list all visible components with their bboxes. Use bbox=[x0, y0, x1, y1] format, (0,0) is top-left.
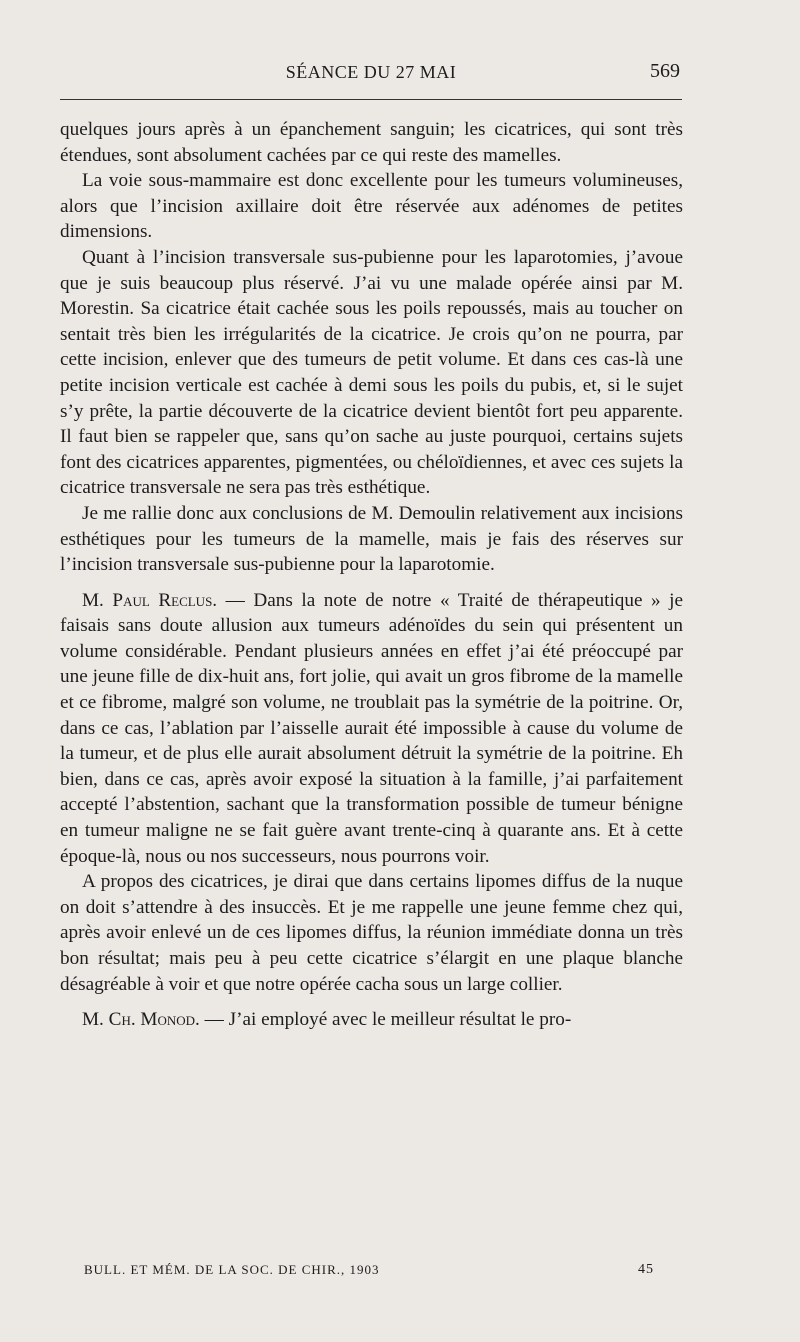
header-rule bbox=[60, 99, 682, 100]
reclus-paragraph-2: A propos des cicatrices, je dirai que dans certains lipomes diffus de la nuque on doit s’attendre à des insuccès. Et je me rappelle une jeune femme chez qui, après avoir enlevé un de ces lipomes diffus, la réunion immédiate donna un très bon résultat; mais peu à peu cette cicatrice s’élargit en une plaque blanche désagréable à voir et que notre opérée cacha sous un large collier. bbox=[60, 871, 683, 995]
paragraph-1: quelques jours après à un épanchement sanguin; les cicatrices, qui sont très étendues, sont absolument cachées par ce qui reste des mamelles. bbox=[60, 119, 683, 166]
body-text bbox=[60, 117, 683, 1033]
paragraph-4: Je me rallie donc aux conclusions de M. Demoulin relativement aux incisions esthétiques pour les tumeurs de la mamelle, mais je fais des réserves sur l’incision transversale sus-pubienne pour la laparotomie. bbox=[60, 502, 683, 576]
speaker-reclus: M. Paul Reclus. bbox=[82, 589, 218, 611]
header-title: SÉANCE DU 27 MAI bbox=[285, 62, 457, 82]
speaker-monod: M. Ch. Monod. bbox=[82, 1009, 200, 1031]
signature-mark: 45 bbox=[638, 1262, 654, 1277]
reclus-paragraph bbox=[60, 588, 683, 870]
footer-source: BULL. ET MÉM. DE LA SOC. DE CHIR., 1903 bbox=[84, 1262, 380, 1277]
paragraph-2: La voie sous-mammaire est donc excellente pour les tumeurs volumineuses, alors que l’incision axillaire doit être réservée aux adénomes de petites dimensions. bbox=[60, 170, 683, 243]
monod-text: — J’ai employé avec le meilleur résultat le pro- bbox=[199, 1009, 572, 1031]
paragraph-3: Quant à l’incision transversale sus-pubienne pour les laparotomies, j’avoue que je suis beaucoup plus réservé. J’ai vu une malade opérée ainsi par M. Morestin. Sa cicatrice était cachée sous les poils repoussés, mais au toucher on sentait très bien les irrégularités de la cicatrice. Je crois qu’on ne pourra, par cette incision, enlever que des tumeurs de petit volume. Et dans ces cas-là une petite incision verticale est cachée à demi sous les poils du pubis, et, si le sujet s’y prête, la partie découverte de la cicatrice devient bientôt fort peu apparente. Il faut bien se rappeler que, sans qu’on sache au juste pourquoi, certains sujets font des cicatrices apparentes, pigmentées, ou chéloïdiennes, et avec ces sujets la cicatrice transversale ne sera pas très esthétique. bbox=[60, 246, 683, 499]
running-header bbox=[60, 58, 682, 88]
page-footer bbox=[84, 1262, 654, 1282]
monod-paragraph bbox=[60, 1007, 683, 1033]
page-number: 569 bbox=[650, 60, 680, 82]
reclus-text: — Dans la note de notre « Traité de thérapeutique » je faisais sans doute allusion aux tumeurs adénoïdes du sein qui présentent un volume considérable. Pendant plusieurs années en effet j’ai été préoccupé par une jeune fille de dix-huit ans, fort jolie, qui avait un gros fibrome de la mamelle et ce fibrome, malgré son volume, ne troublait pas la symétrie de la poitrine. Or, dans ce cas, l’ablation par l’aisselle aurait été impossible à cause du volume de la tumeur, et de plus elle aurait absolument détruit la symétrie de la poitrine. Eh bien, dans ce cas, après avoir exposé la situation à la famille, j’ai parfaitement accepté l’abstention, sachant que la transformation possible de tumeur bénigne en tumeur maligne ne se fait guère avant trente-cinq à quarante ans. Et à cette époque-là, nous ou nos successeurs, nous pourrons voir. bbox=[60, 589, 683, 867]
